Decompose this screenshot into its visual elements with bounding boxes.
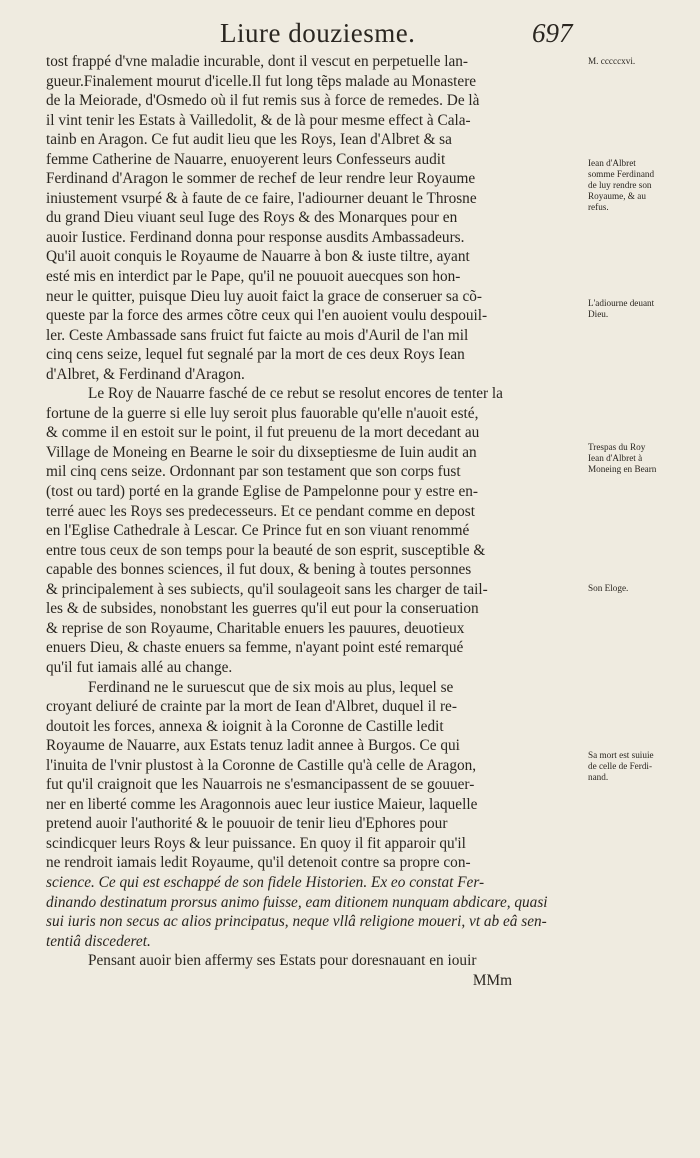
text-line: scindicquer leurs Roys & leur puissance. En quoy il fit apparoir qu'il	[46, 834, 466, 852]
text-line: Le Roy de Nauarre fasché de ce rebut se resolut encores de tenter la	[88, 385, 503, 403]
margin-note	[588, 750, 698, 783]
text-line: pretend auoir l'authorité & le pouuoir de tenir lieu d'Ephores pour	[46, 815, 448, 833]
text-line: tost frappé d'vne maladie incurable, dont il vescut en perpetuelle lan-	[46, 53, 468, 70]
text-line: du grand Dieu viuant seul Iuge des Roys & des Monarques pour en	[46, 209, 458, 227]
margin-note-line: nand.	[588, 772, 609, 782]
margin-note-line: Sa mort est suiuie	[588, 750, 654, 760]
text-line: de la Meiorade, d'Osmedo où il fut remis sus à force de remedes. De là	[46, 92, 480, 110]
text-line: terré auec les Roys ses predecesseurs. Et ce pendant comme en depost	[46, 502, 475, 520]
margin-note-line: Trespas du Roy	[588, 442, 646, 452]
running-title: Liure douziesme.	[220, 18, 416, 48]
text-line: l'inuita de l'vnir plustost à la Coronne de Castille qu'à celle de Aragon,	[46, 756, 477, 774]
text-line: neur le quitter, puisque Dieu luy auoit faict la grace de conseruer sa cõ-	[46, 287, 483, 305]
text-line: il vint tenir les Estats à Vailledolit, & de là pour mesme effect à Cala-	[46, 111, 471, 129]
margin-note-line: Iean d'Albret à	[588, 453, 643, 463]
text-line: ne rendroit iamais ledit Royaume, qu'il detenoit contre sa propre con-	[46, 854, 471, 872]
margin-note-line: de luy rendre son	[588, 180, 652, 190]
text-line: tainb en Aragon. Ce fut audit lieu que les Roys, Iean d'Albret & sa	[46, 131, 452, 149]
text-line: enuers Dieu, & chaste enuers sa femme, n'ayant point esté remarqué	[46, 639, 464, 657]
text-line: en l'Eglise Cathedrale à Lescar. Ce Prince fut en son viuant renommé	[46, 522, 470, 540]
margin-note-line: Son Eloge.	[588, 583, 629, 593]
text-line: ner en liberté comme les Aragonnois auec leur iustice Maieur, laquelle	[46, 795, 478, 813]
text-line: Ferdinand d'Aragon le sommer de rechef de leur rendre leur Royaume	[46, 170, 476, 188]
margin-note-line: Royaume, & au	[588, 191, 646, 201]
text-line: Pensant auoir bien affermy ses Estats pour doresnauant en iouir	[88, 952, 477, 970]
margin-note	[588, 158, 698, 213]
margin-note-line: de celle de Ferdi-	[588, 761, 653, 771]
text-line: auoir Iustice. Ferdinand donna pour response ausdits Ambassadeurs.	[46, 228, 465, 246]
text-line: d'Albret, & Ferdinand d'Aragon.	[46, 365, 245, 383]
page-header	[0, 14, 700, 54]
text-line: entre tous ceux de son temps pour la beauté de son esprit, susceptible &	[46, 541, 486, 559]
margin-note	[588, 583, 698, 594]
text-line: qu'il fut iamais allé au change.	[46, 658, 233, 676]
text-line: sui iuris non secus ac alios principatus, neque vllâ religione moueri, vt ab eâ sen-	[46, 913, 547, 931]
text-line: Ferdinand ne le suruescut que de six mois au plus, lequel se	[88, 678, 454, 696]
text-line: gueur.Finalement mourut d'icelle.Il fut long tẽps malade au Monastere	[46, 72, 477, 90]
margin-note-line: Moneing en Bearn	[588, 464, 657, 474]
margin-note-line: refus.	[588, 202, 609, 212]
text-line: les & de subsides, nonobstant les guerres qu'il eut pour la conseruation	[46, 600, 479, 618]
text-line: Qu'il auoit conquis le Royaume de Nauarre à bon & iuste tiltre, ayant	[46, 248, 470, 266]
signature-mark: MMm	[472, 971, 512, 989]
text-line: tentiâ discederet.	[46, 932, 151, 950]
margin-note-line: M. cccccxvi.	[588, 56, 636, 66]
text-line: esté mis en interdict par le Pape, qu'il ne pouuoit auecques son hon-	[46, 268, 461, 286]
margin-note	[588, 442, 698, 475]
text-line: & principalement à ses subiects, qu'il soulageoit sans les charger de tail-	[46, 580, 488, 598]
text-line: (tost ou tard) porté en la grande Eglise de Pampelonne pour y estre en-	[46, 483, 478, 501]
text-line: croyant deliuré de crainte par la mort de Iean d'Albret, duquel il re-	[46, 698, 457, 716]
text-line: fut qu'il craignoit que les Nauarrois ne s'esmancipassent de se gouuer-	[46, 776, 475, 794]
text-line: cinq cens seize, lequel fut segnalé par la mort de ces deux Roys Iean	[46, 346, 465, 364]
margin-note	[588, 56, 698, 67]
text-line: doutoit les forces, annexa & ioignit à la Coronne de Castille ledit	[46, 717, 444, 735]
text-line: fortune de la guerre si elle luy seroit plus fauorable qu'elle n'auoit esté,	[46, 404, 479, 422]
margin-note	[588, 298, 698, 320]
text-line: Royaume de Nauarre, aux Estats tenuz ladit annee à Burgos. Ce qui	[46, 737, 460, 755]
text-line: & comme il en estoit sur le point, il fut preuenu de la mort decedant au	[46, 424, 480, 442]
margin-note-line: somme Ferdinand	[588, 169, 655, 179]
text-line: mil cinq cens seize. Ordonnant par son testament que son corps fust	[46, 463, 461, 481]
text-line: capable des bonnes sciences, il fut doux, & bening à toutes personnes	[46, 561, 472, 579]
text-line: Village de Moneing en Bearne le soir du dixseptiesme de Iuin audit an	[46, 443, 477, 461]
text-line: queste par la force des armes cõtre ceux qui l'en auoient voulu despouil-	[46, 307, 488, 325]
margin-note-line: L'adiourne deuant	[588, 298, 655, 308]
text-line: dinando destinatum prorsus animo fuisse, eam ditionem nunquam abdicare, quasi	[46, 893, 548, 911]
page-number: 697	[532, 18, 573, 48]
margin-note-line: Dieu.	[588, 309, 609, 319]
text-line: science. Ce qui est eschappé de son fidele Historien. Ex eo constat Fer-	[46, 873, 485, 891]
text-line: iniustement vsurpé & à faute de ce faire, l'adiourner deuant le Throsne	[46, 189, 477, 207]
text-line: femme Catherine de Nauarre, enuoyerent leurs Confesseurs audit	[46, 150, 446, 168]
text-line: ler. Ceste Ambassade sans fruict fut faicte au mois d'Auril de l'an mil	[46, 326, 469, 344]
main-text-block	[46, 52, 586, 990]
margin-note-line: Iean d'Albret	[588, 158, 636, 168]
text-line: & reprise de son Royaume, Charitable enuers les pauures, deuotieux	[46, 619, 465, 637]
